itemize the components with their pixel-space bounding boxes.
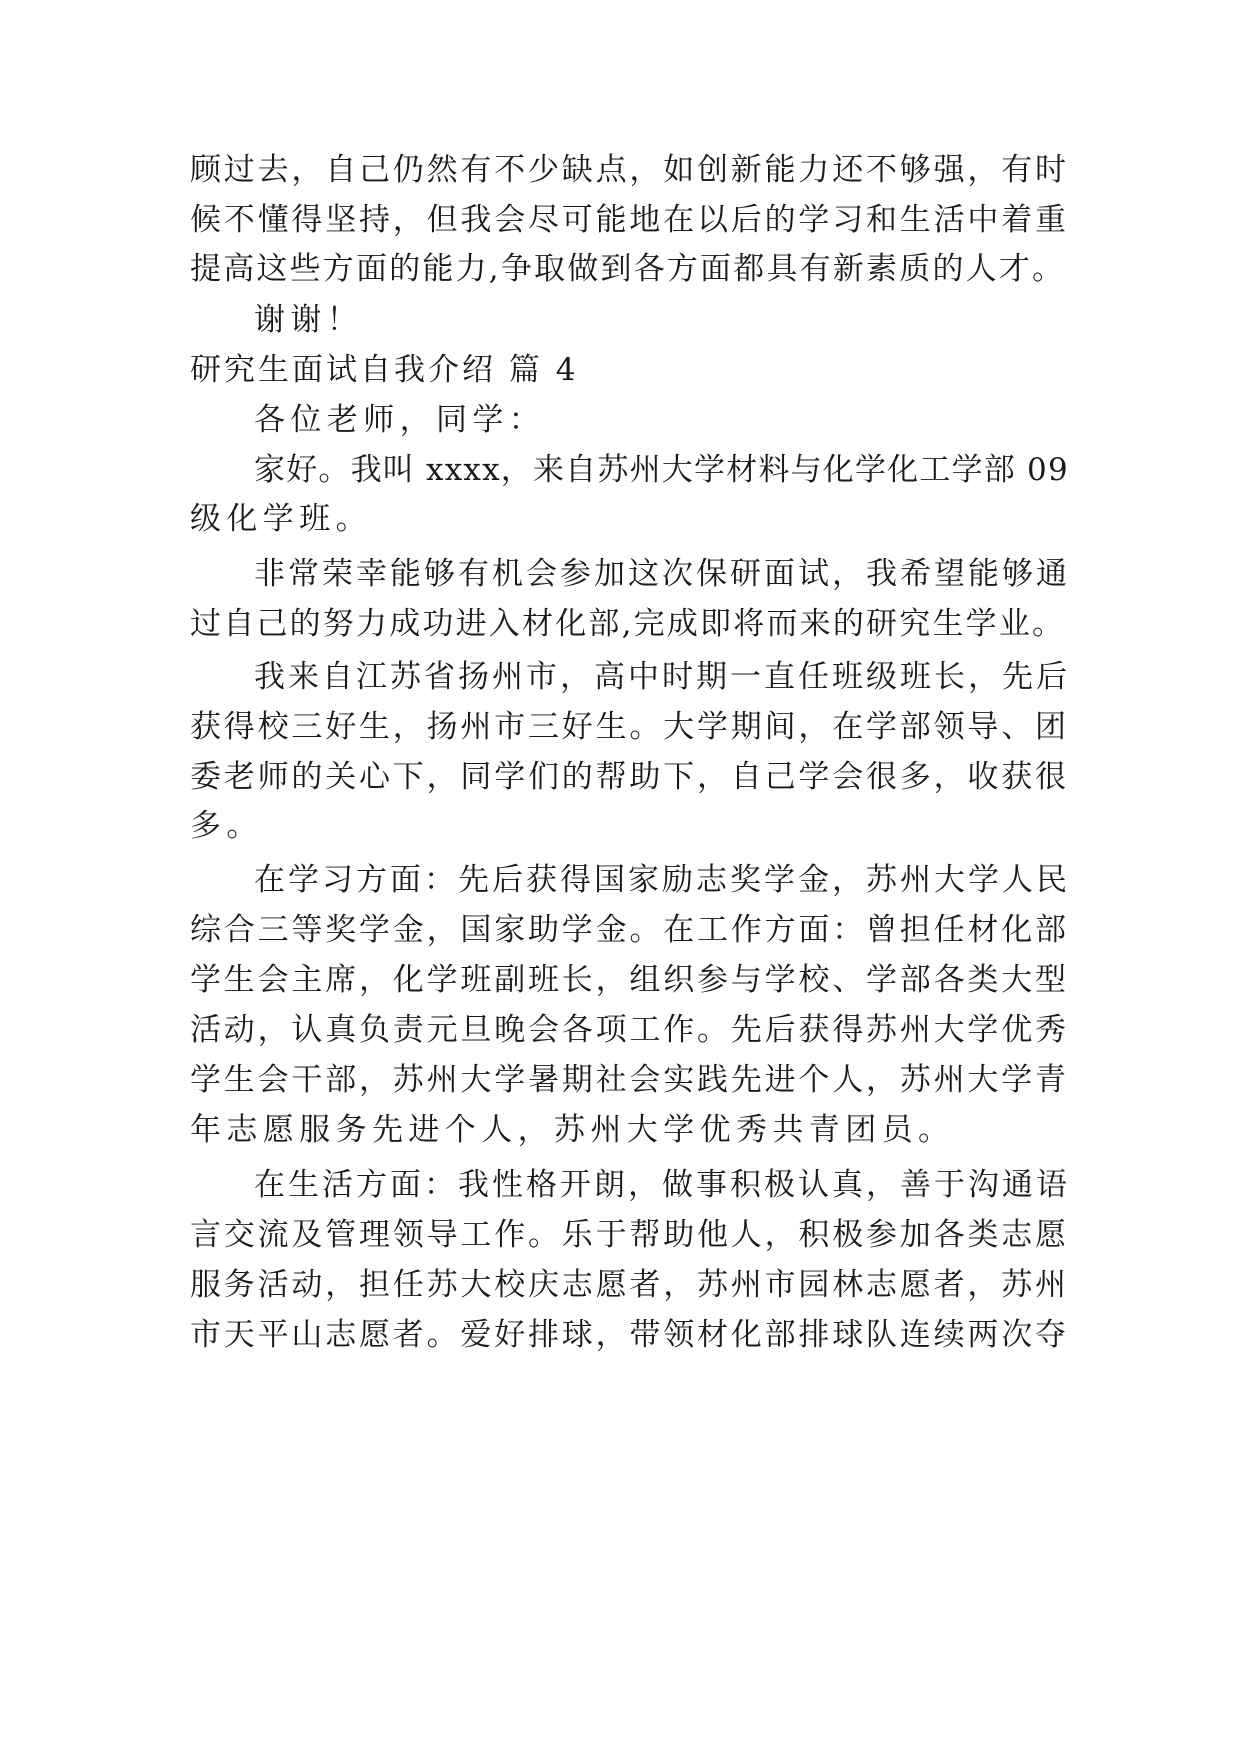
greeting-line: 各位老师，同学： [254,402,546,438]
continuation-line: 候不懂得坚持，但我会尽可能地在以后的学习和生活中着重 [190,202,1069,238]
paragraph-line: 服务活动，担任苏大校庆志愿者，苏州市园林志愿者，苏州 [190,1267,1069,1303]
continuation-line: 提高这些方面的能力,争取做到各方面都具有新素质的人才。 [190,251,1066,287]
paragraph-line: 年志愿服务先进个人，苏州大学优秀共青团员。 [190,1112,955,1148]
paragraph-line: 级化学班。 [190,501,372,537]
paragraph-line: 非常荣幸能够有机会参加这次保研面试，我希望能够通 [254,556,1070,592]
thanks-line: 谢谢！ [254,302,364,338]
continuation-line: 顾过去，自己仍然有不少缺点，如创新能力还不够强，有时 [190,152,1069,188]
paragraph-line: 委老师的关心下，同学们的帮助下，自己学会很多，收获很 [190,759,1069,795]
paragraph-line: 过自己的努力成功进入材化部,完成即将而来的研究生学业。 [190,606,1066,642]
paragraph-line: 学生会干部，苏州大学暑期社会实践先进个人，苏州大学青 [190,1062,1069,1098]
paragraph-line: 在生活方面：我性格开朗，做事积极认真，善于沟通语 [254,1167,1070,1203]
section-heading: 研究生面试自我介绍 篇 4 [190,352,579,388]
paragraph-line: 多。 [190,808,263,844]
paragraph-line: 市天平山志愿者。爱好排球，带领材化部排球队连续两次夺 [190,1317,1069,1353]
paragraph-line: 在学习方面：先后获得国家励志奖学金，苏州大学人民 [254,862,1070,898]
paragraph-line: 家好。我叫 xxxx，来自苏州大学材料与化学化工学部 09 [254,452,1069,488]
paragraph-line: 学生会主席，化学班副班长，组织参与学校、学部各类大型 [190,962,1069,998]
paragraph-line: 综合三等奖学金，国家助学金。在工作方面：曾担任材化部 [190,912,1069,948]
paragraph-line: 我来自江苏省扬州市，高中时期一直任班级班长，先后 [254,659,1070,695]
paragraph-line: 获得校三好生，扬州市三好生。大学期间，在学部领导、团 [190,709,1069,745]
paragraph-line: 言交流及管理领导工作。乐于帮助他人，积极参加各类志愿 [190,1217,1069,1253]
paragraph-line: 活动，认真负责元旦晚会各项工作。先后获得苏州大学优秀 [190,1012,1069,1048]
